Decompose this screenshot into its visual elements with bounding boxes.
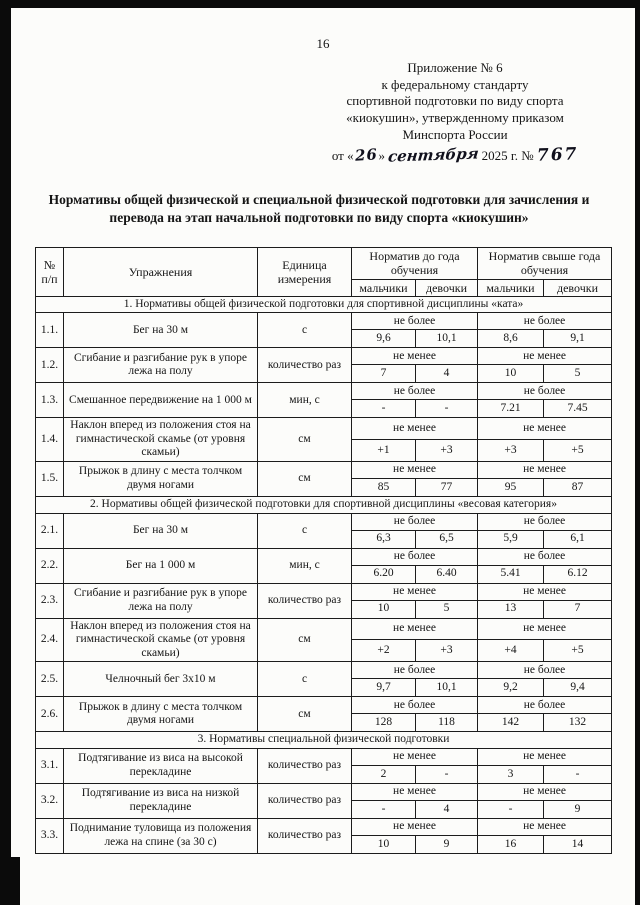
table-row: [36, 583, 612, 600]
date-close-quote: »: [378, 148, 385, 164]
value-boys-over: 3: [478, 765, 544, 783]
value-boys-before: 7: [352, 365, 416, 383]
handwritten-day: 26: [353, 145, 379, 165]
table-row: [36, 783, 612, 800]
value-girls-over: 6.12: [544, 565, 612, 583]
condition-over-year: не более: [478, 662, 612, 679]
handwritten-order-number: 767: [536, 144, 579, 166]
value-boys-over: 5.41: [478, 565, 544, 583]
condition-over-year: не более: [478, 513, 612, 530]
unit-of-measure: количество раз: [258, 583, 352, 618]
exercise-name: Бег на 30 м: [64, 513, 258, 548]
condition-before-year: не менее: [352, 348, 478, 365]
unit-of-measure: см: [258, 462, 352, 497]
condition-before-year: не более: [352, 513, 478, 530]
table-row: [36, 818, 612, 835]
row-number: 1.4.: [36, 418, 64, 462]
condition-before-year: не более: [352, 383, 478, 400]
condition-over-year: не менее: [478, 418, 612, 439]
exercise-name: Прыжок в длину с места толчком двумя ногами: [64, 462, 258, 497]
value-girls-before: 10,1: [416, 330, 478, 348]
section-header-row: [36, 296, 612, 313]
row-number: 1.3.: [36, 383, 64, 418]
value-girls-over: +5: [544, 639, 612, 661]
value-girls-before: 9: [416, 835, 478, 853]
exercise-name: Подтягивание из виса на высокой перекладине: [64, 748, 258, 783]
value-boys-before: -: [352, 800, 416, 818]
value-girls-over: 14: [544, 835, 612, 853]
exercise-name: Бег на 30 м: [64, 313, 258, 348]
table-row: [36, 383, 612, 400]
appendix-header: [289, 60, 621, 167]
value-girls-before: 6.40: [416, 565, 478, 583]
row-number: 3.1.: [36, 748, 64, 783]
value-boys-over: 9,2: [478, 679, 544, 697]
unit-of-measure: с: [258, 313, 352, 348]
value-boys-over: 142: [478, 714, 544, 732]
value-boys-before: 9,7: [352, 679, 416, 697]
scan-edge-left: [0, 0, 11, 905]
condition-before-year: не менее: [352, 783, 478, 800]
condition-over-year: не более: [478, 313, 612, 330]
unit-of-measure: см: [258, 618, 352, 662]
value-boys-before: +1: [352, 439, 416, 461]
table-row: [36, 548, 612, 565]
page-number: 16: [316, 36, 330, 51]
exercise-name: Смешанное передвижение на 1 000 м: [64, 383, 258, 418]
value-girls-over: 9: [544, 800, 612, 818]
value-boys-before: 9,6: [352, 330, 416, 348]
condition-before-year: не менее: [352, 618, 478, 639]
appendix-line-5: Минспорта России: [402, 126, 508, 142]
condition-before-year: не менее: [352, 462, 478, 479]
appendix-line-1: Приложение № 6: [407, 60, 503, 75]
value-girls-before: +3: [416, 639, 478, 661]
appendix-line-3: спортивной подготовки по виду спорта: [346, 93, 564, 109]
value-girls-over: 5: [544, 365, 612, 383]
row-number: 2.4.: [36, 618, 64, 662]
value-boys-before: +2: [352, 639, 416, 661]
unit-of-measure: см: [258, 418, 352, 462]
condition-before-year: не менее: [352, 418, 478, 439]
table-row: [36, 513, 612, 530]
value-boys-before: 10: [352, 835, 416, 853]
row-number: 3.2.: [36, 783, 64, 818]
condition-over-year: не менее: [478, 818, 612, 835]
section-title: 2. Нормативы общей физической подготовки для спортивной дисциплины «весовая категория»: [36, 497, 612, 514]
exercise-name: Наклон вперед из положения стоя на гимнастической скамье (от уровня скамьи): [64, 618, 258, 662]
table-row: [36, 697, 612, 714]
condition-before-year: не более: [352, 313, 478, 330]
col-header-unit: Единица измерения: [258, 248, 352, 296]
condition-before-year: не менее: [352, 748, 478, 765]
value-girls-before: 4: [416, 365, 478, 383]
condition-before-year: не более: [352, 662, 478, 679]
section-header-row: [36, 732, 612, 749]
handwritten-month: сентября: [387, 144, 480, 166]
value-girls-before: -: [416, 400, 478, 418]
value-girls-over: 7.45: [544, 400, 612, 418]
value-boys-over: +3: [478, 439, 544, 461]
unit-of-measure: количество раз: [258, 783, 352, 818]
table-row: [36, 662, 612, 679]
unit-of-measure: с: [258, 662, 352, 697]
value-boys-over: 16: [478, 835, 544, 853]
condition-over-year: не менее: [478, 348, 612, 365]
value-girls-over: +5: [544, 439, 612, 461]
unit-of-measure: мин, с: [258, 383, 352, 418]
row-number: 1.5.: [36, 462, 64, 497]
section-header-row: [36, 497, 612, 514]
table-row: [36, 313, 612, 330]
value-boys-before: -: [352, 400, 416, 418]
exercise-name: Наклон вперед из положения стоя на гимнастической скамье (от уровня скамьи): [64, 418, 258, 462]
date-prefix: от «: [331, 148, 354, 164]
exercise-name: Поднимание туловища из положения лежа на спине (за 30 с): [64, 818, 258, 853]
appendix-line-4: «киокушин», утвержденному приказом: [346, 109, 564, 125]
value-girls-over: 132: [544, 714, 612, 732]
exercise-name: Сгибание и разгибание рук в упоре лежа на полу: [64, 348, 258, 383]
value-boys-before: 10: [352, 600, 416, 618]
value-boys-over: 13: [478, 600, 544, 618]
row-number: 2.1.: [36, 513, 64, 548]
condition-over-year: не менее: [478, 618, 612, 639]
unit-of-measure: количество раз: [258, 748, 352, 783]
appendix-line-2: к федеральному стандарту: [381, 76, 529, 92]
value-boys-before: 85: [352, 479, 416, 497]
value-girls-over: 9,1: [544, 330, 612, 348]
document-title: Нормативы общей физической и специальной физической подготовки для зачисления и перевода на этап начальной подготовки по виду спорта «киокушин»: [48, 191, 590, 226]
exercise-name: Сгибание и разгибание рук в упоре лежа на полу: [64, 583, 258, 618]
col-header-exercise: Упражнения: [64, 248, 258, 296]
unit-of-measure: количество раз: [258, 348, 352, 383]
exercise-name: Прыжок в длину с места толчком двумя ногами: [64, 697, 258, 732]
exercise-name: Бег на 1 000 м: [64, 548, 258, 583]
condition-over-year: не более: [478, 548, 612, 565]
value-boys-over: 7.21: [478, 400, 544, 418]
row-number: 2.6.: [36, 697, 64, 732]
table-row: [36, 462, 612, 479]
date-year: 2025 г. №: [481, 148, 534, 164]
value-girls-before: 4: [416, 800, 478, 818]
value-boys-over: 8,6: [478, 330, 544, 348]
condition-over-year: не менее: [478, 462, 612, 479]
table-row: [36, 348, 612, 365]
page-content: [11, 8, 635, 905]
condition-before-year: не более: [352, 697, 478, 714]
value-boys-over: +4: [478, 639, 544, 661]
value-boys-before: 6.20: [352, 565, 416, 583]
value-girls-over: 87: [544, 479, 612, 497]
row-number: 2.5.: [36, 662, 64, 697]
value-boys-over: -: [478, 800, 544, 818]
standards-table: [35, 247, 612, 854]
value-boys-over: 95: [478, 479, 544, 497]
scan-edge-right: [635, 0, 640, 905]
value-girls-over: 6,1: [544, 530, 612, 548]
value-boys-before: 128: [352, 714, 416, 732]
section-title: 1. Нормативы общей физической подготовки для спортивной дисциплины «ката»: [36, 296, 612, 313]
table-row: [36, 748, 612, 765]
col-header-girls-over: девочки: [544, 279, 612, 296]
standards-table-head: [36, 248, 612, 296]
value-girls-before: 118: [416, 714, 478, 732]
row-number: 2.2.: [36, 548, 64, 583]
unit-of-measure: см: [258, 697, 352, 732]
table-row: [36, 618, 612, 639]
condition-over-year: не менее: [478, 748, 612, 765]
unit-of-measure: с: [258, 513, 352, 548]
row-number: 1.1.: [36, 313, 64, 348]
value-girls-over: -: [544, 765, 612, 783]
value-boys-before: 6,3: [352, 530, 416, 548]
row-number: 1.2.: [36, 348, 64, 383]
col-header-before-year: Норматив до года обучения: [352, 248, 478, 279]
unit-of-measure: количество раз: [258, 818, 352, 853]
col-header-girls-before: девочки: [416, 279, 478, 296]
order-date-line: [289, 145, 621, 167]
table-row: [36, 418, 612, 439]
header-row-1: [36, 248, 612, 279]
value-girls-before: 77: [416, 479, 478, 497]
value-girls-before: 10,1: [416, 679, 478, 697]
value-girls-over: 7: [544, 600, 612, 618]
condition-over-year: не более: [478, 697, 612, 714]
condition-over-year: не более: [478, 383, 612, 400]
value-boys-over: 10: [478, 365, 544, 383]
col-header-over-year: Норматив свыше года обучения: [478, 248, 612, 279]
condition-before-year: не более: [352, 548, 478, 565]
row-number: 2.3.: [36, 583, 64, 618]
value-girls-over: 9,4: [544, 679, 612, 697]
col-header-num: № п/п: [36, 248, 64, 296]
value-boys-over: 5,9: [478, 530, 544, 548]
col-header-boys-over: мальчики: [478, 279, 544, 296]
value-girls-before: 5: [416, 600, 478, 618]
scan-edge-top: [0, 0, 640, 8]
col-header-boys-before: мальчики: [352, 279, 416, 296]
value-girls-before: +3: [416, 439, 478, 461]
value-girls-before: 6,5: [416, 530, 478, 548]
section-title: 3. Нормативы специальной физической подготовки: [36, 732, 612, 749]
standards-table-body: [36, 296, 612, 853]
value-boys-before: 2: [352, 765, 416, 783]
unit-of-measure: мин, с: [258, 548, 352, 583]
condition-over-year: не менее: [478, 583, 612, 600]
condition-over-year: не менее: [478, 783, 612, 800]
condition-before-year: не менее: [352, 583, 478, 600]
value-girls-before: -: [416, 765, 478, 783]
row-number: 3.3.: [36, 818, 64, 853]
exercise-name: Подтягивание из виса на низкой перекладине: [64, 783, 258, 818]
exercise-name: Челночный бег 3х10 м: [64, 662, 258, 697]
condition-before-year: не менее: [352, 818, 478, 835]
